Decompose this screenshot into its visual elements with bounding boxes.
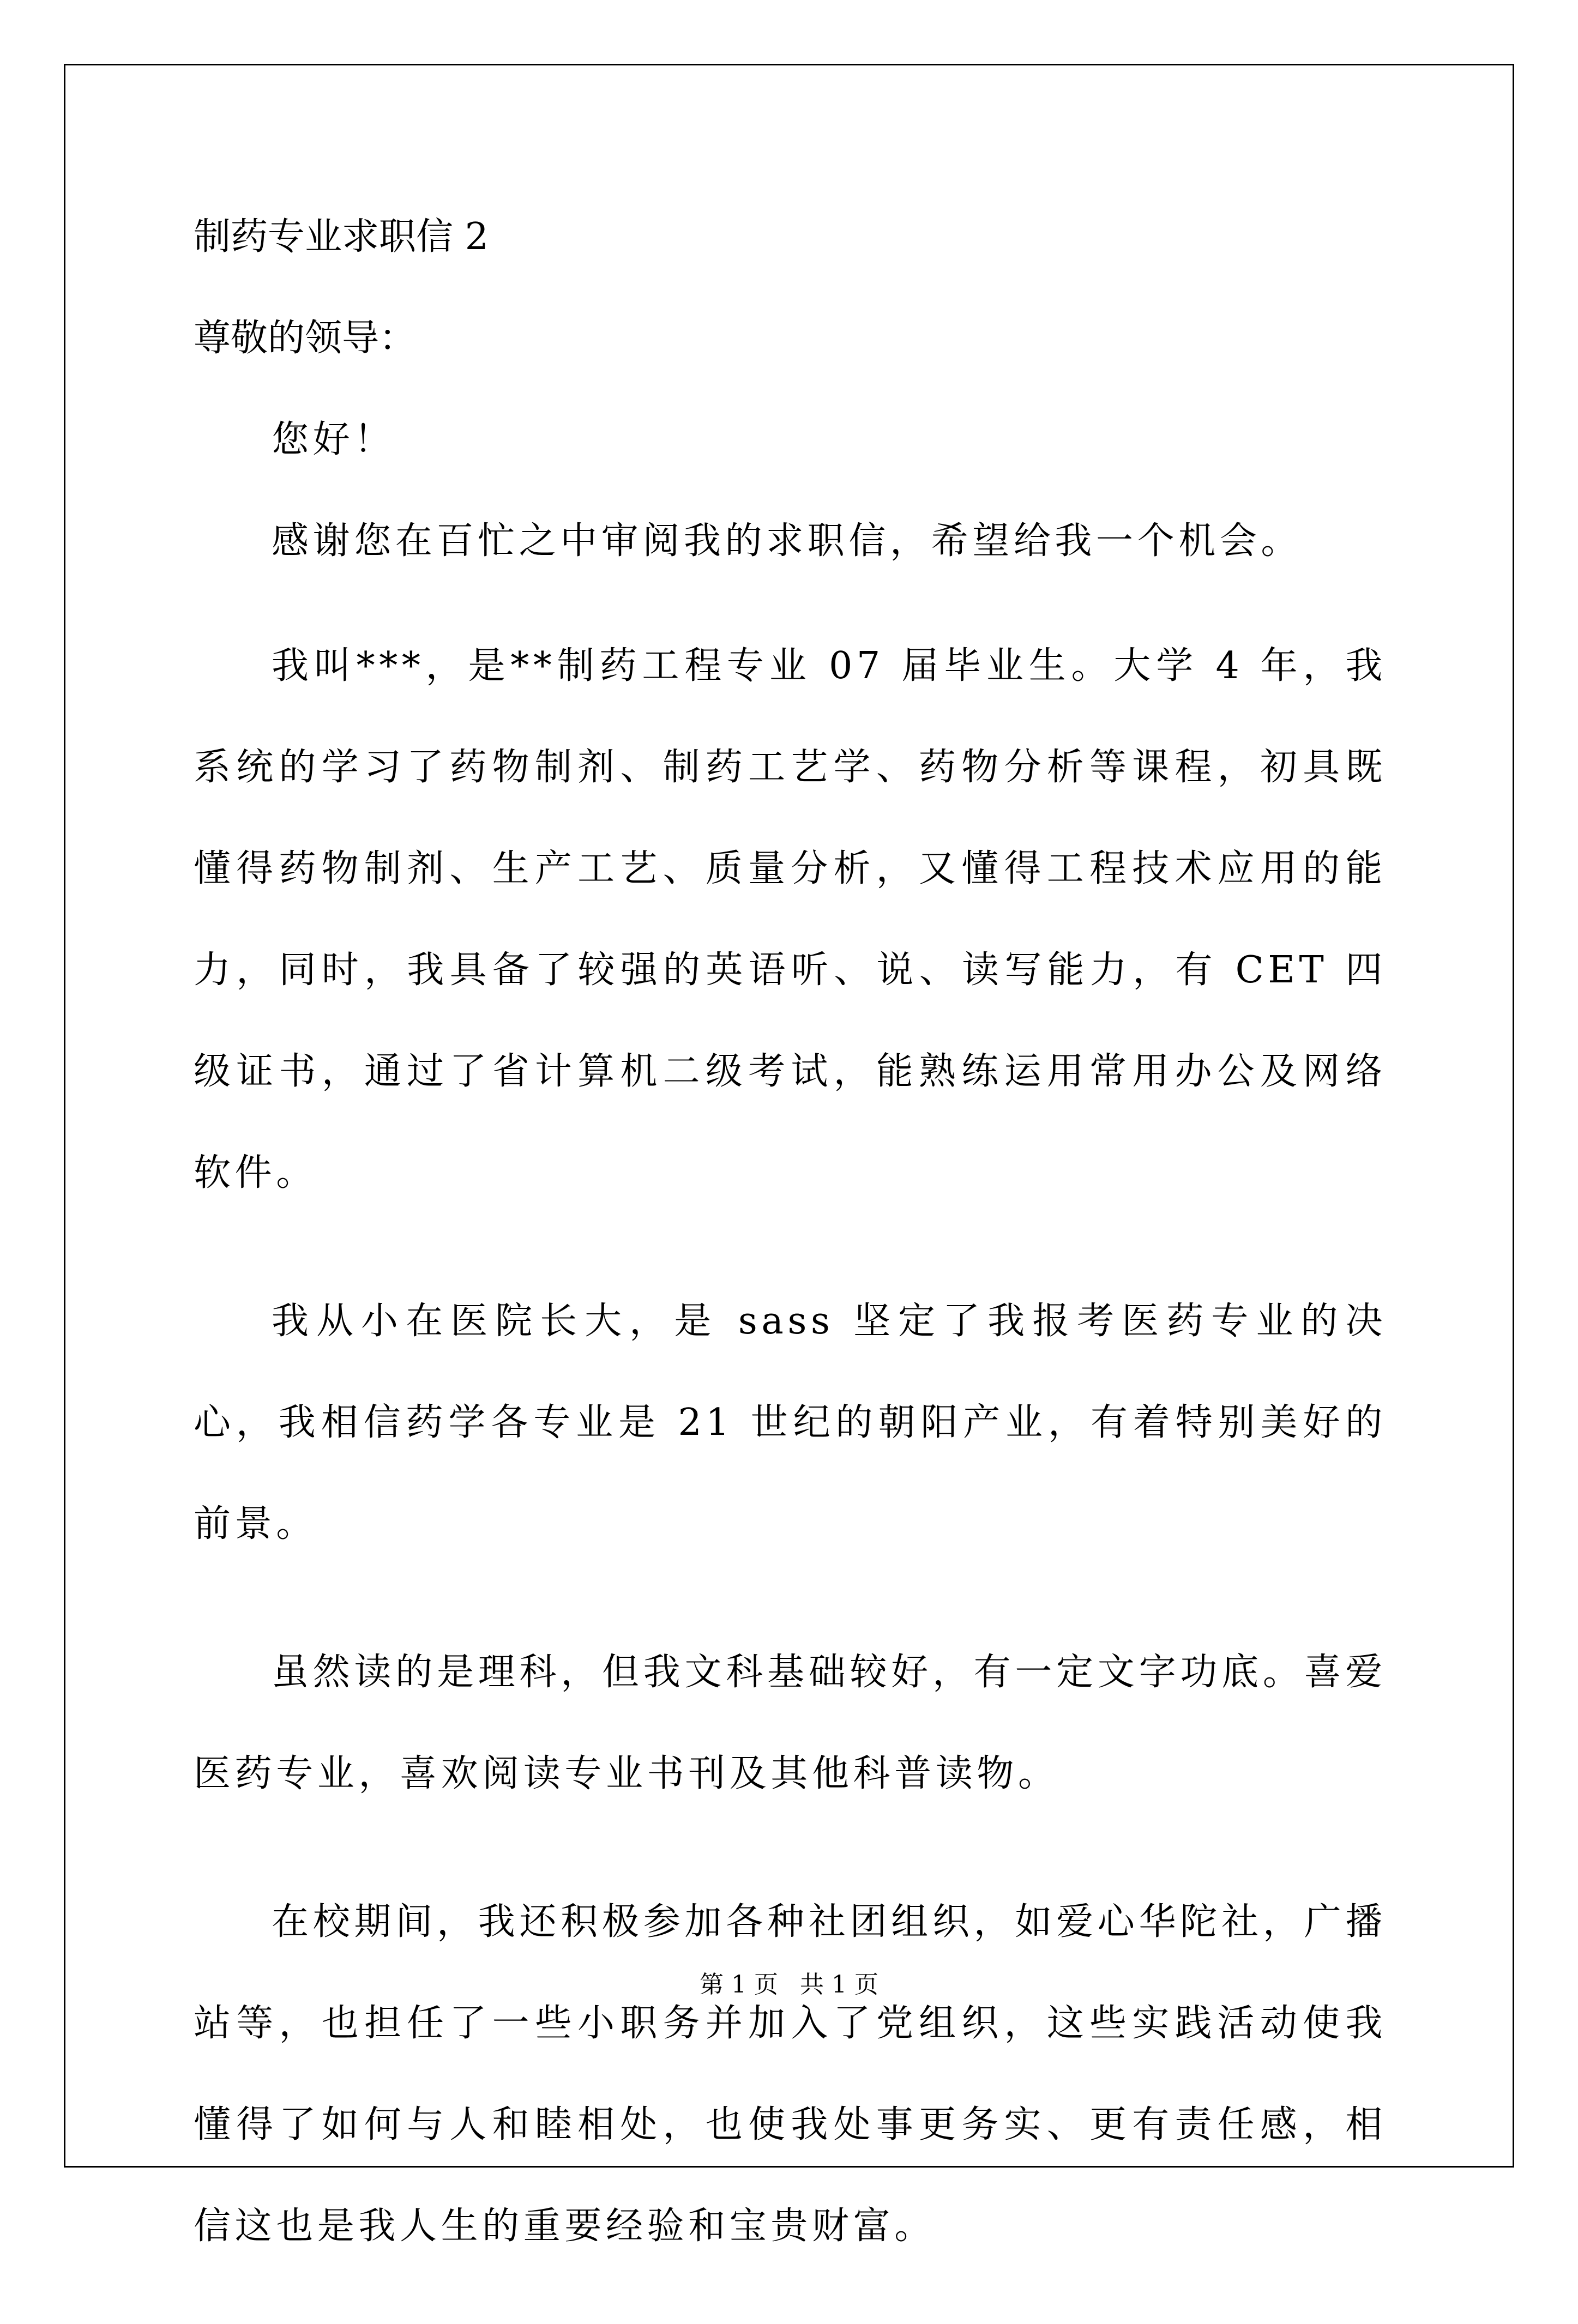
document-title: 制药专业求职信 2 xyxy=(194,215,489,258)
paragraph-greeting: 您好！ xyxy=(272,418,395,461)
page-number: 第 1 页 xyxy=(700,1971,778,1999)
salutation: 尊敬的领导： xyxy=(194,317,417,360)
document-body xyxy=(194,210,1387,2324)
page-total: 共 1 页 xyxy=(800,1971,878,1999)
paragraph-interests: 虽然读的是理科，但我文科基础较好，有一定文字功底。喜爱医药专业，喜欢阅读专业书刊及其他科普读物。 xyxy=(194,1651,1387,1795)
page-footer xyxy=(0,1969,1578,2001)
paragraph-activities: 在校期间，我还积极参加各种社团组织，如爱心华陀社，广播站等，也担任了一些小职务并加入了党组织，这些实践活动使我懂得了如何与人和睦相处，也使我处事更务实、更有责任感，相信这也是我人生的重要经验和宝贵财富。 xyxy=(194,1900,1387,2248)
paragraph-thanks: 感谢您在百忙之中审阅我的求职信，希望给我一个机会。 xyxy=(272,520,1303,563)
paragraph-education: 我叫***，是**制药工程专业 07 届毕业生。大学 4 年，我系统的学习了药物制剂、制药工艺学、药物分析等课程，初具既懂得药物制剂、生产工艺、质量分析，又懂得工程技术应用的能力，同时，我具备了较强的英语听、说、读写能力，有 CET 四级证书，通过了省计算机二级考试，能熟练运用常用办公及网络软件。 xyxy=(194,644,1387,1194)
paragraph-motivation: 我从小在医院长大，是 sass 坚定了我报考医药专业的决心，我相信药学各专业是 21 世纪的朝阳产业，有着特别美好的前景。 xyxy=(194,1300,1387,1546)
